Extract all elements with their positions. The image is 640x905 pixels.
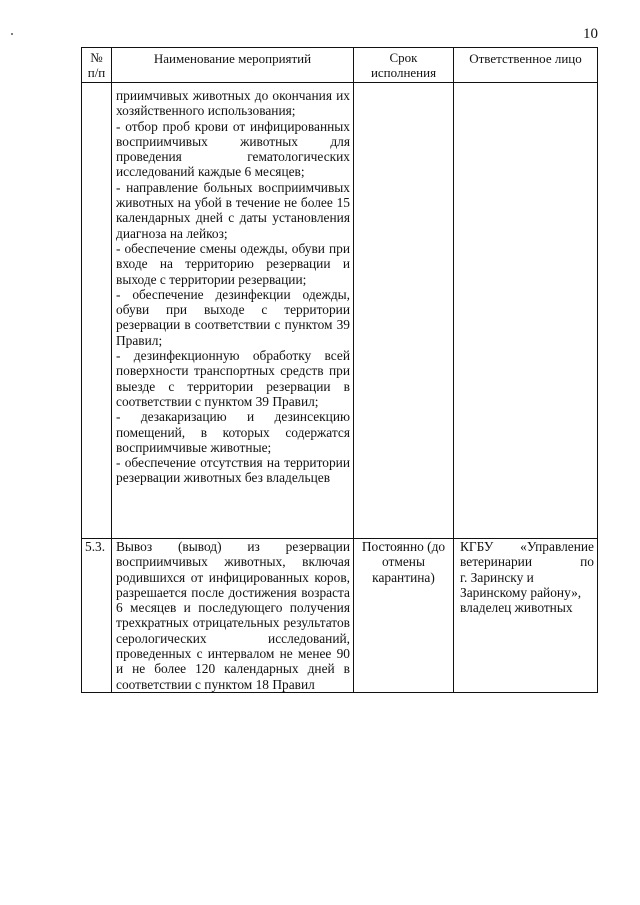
- page-number: 10: [583, 26, 598, 42]
- measure-text: Вывоз (вывод) из резервации восприимчивых животных, включая родившихся от инфицированных коров, разрешается после достижения возраста 6 месяцев и последующего получения трехкратных отрицательных результатов серологических исследований, проведенных с интервалом не менее 90 и не более 120 календарных дней в соответствии с пунктом 18 Правил: [116, 539, 350, 692]
- responsible-line-2: г. Заринску и Заринскому району», владелец животных: [460, 569, 582, 616]
- scan-speck: [11, 33, 13, 35]
- list-item: - дезакаризацию и дезинсекцию помещений, в которых содержатся восприимчивые животные;: [116, 409, 350, 455]
- cell-num-continuation: [82, 83, 112, 539]
- header-num: № п/п: [82, 48, 112, 83]
- header-term: Срок исполнения: [354, 48, 454, 83]
- cell-name-continuation: [112, 83, 354, 539]
- responsible-line-1: КГБУ «Управление ветеринарии по: [460, 539, 594, 570]
- cell-name-5-3: [112, 539, 354, 693]
- cell-responsible-continuation: [454, 83, 598, 539]
- table-header-row: [82, 48, 598, 83]
- list-item: - дезинфекционную обработку всей поверхности транспортных средств при выезде с территории резервации в соответствии с пунктом 39 Правил;: [116, 348, 350, 409]
- header-responsible: Ответственное лицо: [454, 48, 598, 83]
- table-row-5-3: [82, 539, 598, 693]
- cell-term-5-3: [354, 539, 454, 693]
- cell-num-5-3: [82, 539, 112, 693]
- list-item: - обеспечение дезинфекции одежды, обуви при выходе с территории резервации в соответствии с пунктом 39 Правил;: [116, 286, 350, 348]
- list-item: - обеспечение отсутствия на территории резервации животных без владельцев: [116, 455, 350, 486]
- list-item: приимчивых животных до окончания их хозяйственного использования;: [116, 88, 350, 119]
- list-item: - обеспечение смены одежды, обуви при входе на территорию резервации и выходе с территории резервации;: [116, 240, 350, 287]
- cell-term-continuation: [354, 83, 454, 539]
- term-text: Постоянно (до отмены карантина): [361, 539, 446, 585]
- header-name: Наименование мероприятий: [112, 48, 354, 83]
- row-number: 5.3.: [85, 539, 106, 554]
- list-item: - направление больных восприимчивых животных на убой в течение не более 15 календарных дней с даты установления диагноза на лейкоз;: [116, 179, 350, 241]
- table-row-continuation: [82, 83, 598, 539]
- list-item: - отбор проб крови от инфицированных восприимчивых животных для проведения гематологических исследований каждые 6 месяцев;: [116, 118, 350, 180]
- measures-table: [81, 47, 598, 693]
- cell-responsible-5-3: [454, 539, 598, 693]
